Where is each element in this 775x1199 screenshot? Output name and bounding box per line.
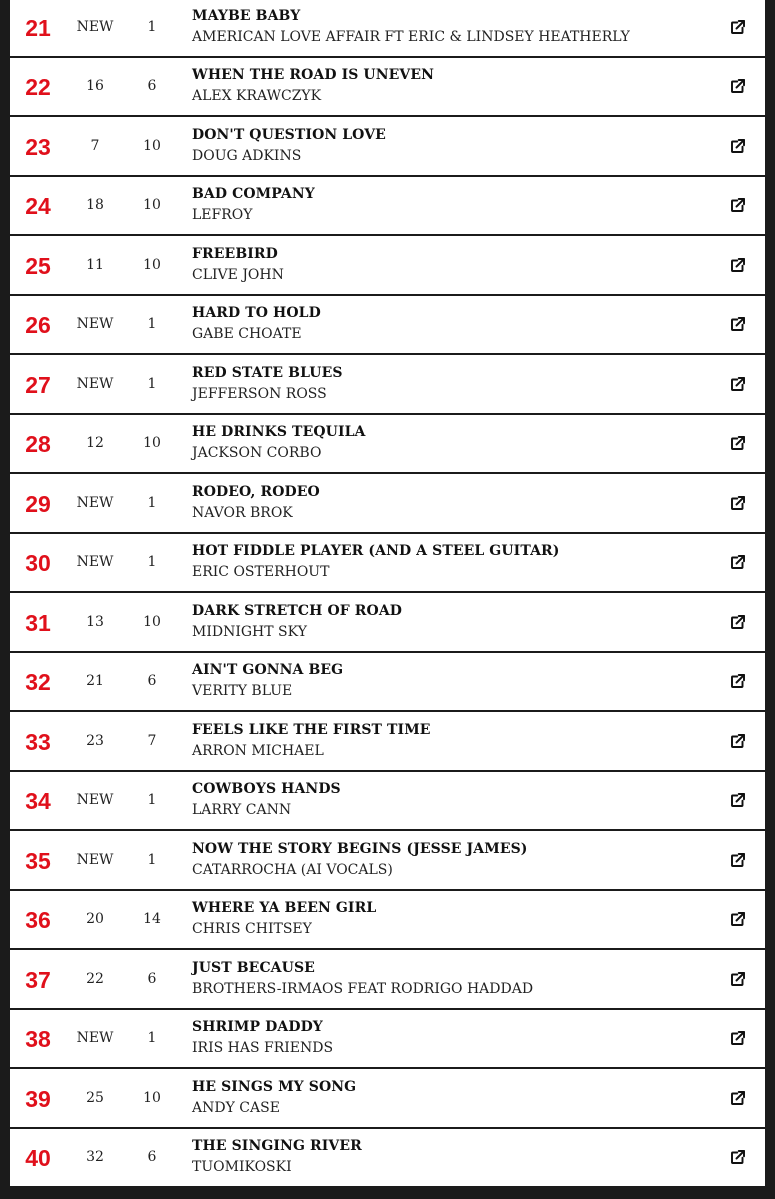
external-link-icon: [729, 970, 747, 988]
external-link-button[interactable]: [729, 553, 747, 571]
weeks-on-chart: 10: [143, 137, 161, 154]
song-title: WHEN THE ROAD IS UNEVEN: [192, 67, 435, 84]
song-title: RED STATE BLUES: [192, 364, 343, 381]
chart-row: [10, 950, 765, 1008]
external-link-button[interactable]: [729, 256, 747, 274]
chart-row: [10, 772, 765, 830]
song-artist: CATARROCHA (AI VOCALS): [192, 861, 393, 878]
last-week-position: NEW: [76, 375, 114, 392]
chart-row: [10, 0, 765, 56]
song-title: WHERE YA BEEN GIRL: [192, 900, 377, 917]
external-link-icon: [729, 732, 747, 750]
song-title: SHRIMP DADDY: [192, 1019, 323, 1036]
weeks-on-chart: 10: [143, 256, 161, 273]
external-link-button[interactable]: [729, 851, 747, 869]
song-title: NOW THE STORY BEGINS (JESSE JAMES): [192, 840, 528, 857]
song-info: [192, 415, 712, 473]
weeks-on-chart: 6: [147, 1149, 157, 1166]
rank-number: 35: [25, 847, 51, 874]
song-info: [192, 1010, 712, 1068]
external-link-button[interactable]: [729, 18, 747, 36]
song-artist: JACKSON CORBO: [192, 445, 322, 462]
song-title: JUST BECAUSE: [192, 959, 315, 976]
weeks-on-chart: 1: [147, 851, 157, 868]
song-info: [192, 296, 712, 354]
weeks-on-chart: 7: [147, 732, 157, 749]
song-title: THE SINGING RIVER: [192, 1138, 362, 1155]
song-artist: ALEX KRAWCZYK: [192, 88, 322, 105]
last-week-position: 18: [86, 197, 104, 214]
external-link-button[interactable]: [729, 613, 747, 631]
song-info: [192, 58, 712, 116]
song-info: [192, 772, 712, 830]
song-title: HARD TO HOLD: [192, 305, 321, 322]
last-week-position: 25: [86, 1089, 104, 1106]
external-link-button[interactable]: [729, 910, 747, 928]
external-link-button[interactable]: [729, 494, 747, 512]
chart-row: [10, 712, 765, 770]
song-artist: DOUG ADKINS: [192, 147, 302, 164]
chart-row: [10, 58, 765, 116]
external-link-button[interactable]: [729, 970, 747, 988]
song-info: [192, 117, 712, 175]
song-info: [192, 177, 712, 235]
chart-row: [10, 117, 765, 175]
external-link-icon: [729, 434, 747, 452]
external-link-button[interactable]: [729, 77, 747, 95]
chart-row: [10, 415, 765, 473]
last-week-position: 16: [86, 78, 104, 95]
external-link-icon: [729, 18, 747, 36]
last-week-position: NEW: [76, 554, 114, 571]
song-info: [192, 534, 712, 592]
weeks-on-chart: 6: [147, 970, 157, 987]
external-link-button[interactable]: [729, 434, 747, 452]
weeks-on-chart: 1: [147, 316, 157, 333]
chart-row: [10, 831, 765, 889]
rank-number: 29: [25, 490, 51, 517]
song-title: RODEO, RODEO: [192, 483, 320, 500]
weeks-on-chart: 1: [147, 792, 157, 809]
song-artist: CHRIS CHITSEY: [192, 921, 312, 938]
song-title: DARK STRETCH OF ROAD: [192, 602, 403, 619]
song-info: [192, 593, 712, 651]
song-info: [192, 236, 712, 294]
song-title: HOT FIDDLE PLAYER (AND A STEEL GUITAR): [192, 543, 560, 560]
song-info: [192, 474, 712, 532]
last-week-position: 7: [90, 137, 100, 154]
weeks-on-chart: 1: [147, 494, 157, 511]
song-artist: MIDNIGHT SKY: [192, 623, 307, 640]
chart-row: [10, 653, 765, 711]
external-link-icon: [729, 137, 747, 155]
rank-number: 38: [25, 1026, 51, 1053]
external-link-button[interactable]: [729, 732, 747, 750]
weeks-on-chart: 10: [143, 1089, 161, 1106]
rank-number: 28: [25, 431, 51, 458]
song-info: [192, 355, 712, 413]
song-title: BAD COMPANY: [192, 186, 315, 203]
weeks-on-chart: 6: [147, 78, 157, 95]
external-link-icon: [729, 1029, 747, 1047]
external-link-button[interactable]: [729, 137, 747, 155]
rank-number: 36: [25, 907, 51, 934]
rank-number: 37: [25, 966, 51, 993]
song-artist: JEFFERSON ROSS: [192, 385, 327, 402]
last-week-position: NEW: [76, 18, 114, 35]
rank-number: 39: [25, 1085, 51, 1112]
chart-row: [10, 1010, 765, 1068]
last-week-position: 22: [86, 970, 104, 987]
song-artist: ANDY CASE: [192, 1099, 280, 1116]
rank-number: 23: [25, 133, 51, 160]
song-title: FREEBIRD: [192, 245, 278, 262]
rank-number: 33: [25, 728, 51, 755]
chart-row: [10, 474, 765, 532]
rank-number: 22: [25, 74, 51, 101]
song-artist: GABE CHOATE: [192, 326, 302, 343]
external-link-icon: [729, 910, 747, 928]
rank-number: 25: [25, 252, 51, 279]
song-artist: CLIVE JOHN: [192, 266, 284, 283]
song-artist: NAVOR BROK: [192, 504, 293, 521]
last-week-position: 11: [86, 256, 104, 273]
weeks-on-chart: 1: [147, 1030, 157, 1047]
external-link-icon: [729, 196, 747, 214]
chart-row: [10, 177, 765, 235]
last-week-position: NEW: [76, 1030, 114, 1047]
chart-row: [10, 534, 765, 592]
song-title: HE DRINKS TEQUILA: [192, 424, 366, 441]
song-artist: LARRY CANN: [192, 802, 292, 819]
chart-list: [10, 0, 765, 1188]
song-info: [192, 0, 712, 56]
external-link-button[interactable]: [729, 1089, 747, 1107]
external-link-icon: [729, 553, 747, 571]
external-link-button[interactable]: [729, 315, 747, 333]
song-title: COWBOYS HANDS: [192, 781, 341, 798]
song-title: MAYBE BABY: [192, 7, 301, 24]
external-link-icon: [729, 315, 747, 333]
song-info: [192, 1069, 712, 1127]
song-artist: BROTHERS-IRMAOS FEAT RODRIGO HADDAD: [192, 980, 534, 997]
rank-number: 24: [25, 193, 51, 220]
rank-number: 40: [25, 1145, 51, 1172]
external-link-icon: [729, 375, 747, 393]
external-link-icon: [729, 851, 747, 869]
external-link-icon: [729, 1089, 747, 1107]
external-link-icon: [729, 791, 747, 809]
chart-row: [10, 593, 765, 651]
external-link-icon: [729, 494, 747, 512]
song-info: [192, 950, 712, 1008]
last-week-position: 21: [86, 673, 104, 690]
weeks-on-chart: 6: [147, 673, 157, 690]
chart-row: [10, 1069, 765, 1127]
last-week-position: NEW: [76, 851, 114, 868]
song-artist: TUOMIKOSKI: [192, 1159, 292, 1176]
song-info: [192, 831, 712, 889]
weeks-on-chart: 1: [147, 375, 157, 392]
rank-number: 34: [25, 788, 51, 815]
last-week-position: NEW: [76, 494, 114, 511]
chart-row: [10, 1129, 765, 1187]
song-title: FEELS LIKE THE FIRST TIME: [192, 721, 431, 738]
rank-number: 27: [25, 371, 51, 398]
chart-row: [10, 355, 765, 413]
external-link-button[interactable]: [729, 196, 747, 214]
chart-row: [10, 236, 765, 294]
chart-row: [10, 891, 765, 949]
external-link-button[interactable]: [729, 1029, 747, 1047]
last-week-position: 12: [86, 435, 104, 452]
external-link-button[interactable]: [729, 791, 747, 809]
weeks-on-chart: 10: [143, 197, 161, 214]
weeks-on-chart: 14: [143, 911, 161, 928]
chart-row: [10, 296, 765, 354]
song-title: HE SINGS MY SONG: [192, 1078, 357, 1095]
rank-number: 31: [25, 609, 51, 636]
last-week-position: NEW: [76, 792, 114, 809]
last-week-position: 23: [86, 732, 104, 749]
external-link-icon: [729, 613, 747, 631]
song-title: AIN'T GONNA BEG: [192, 662, 344, 679]
song-info: [192, 1129, 712, 1187]
song-info: [192, 653, 712, 711]
rank-number: 30: [25, 550, 51, 577]
last-week-position: 13: [86, 613, 104, 630]
external-link-icon: [729, 256, 747, 274]
rank-number: 21: [25, 14, 51, 41]
song-artist: ERIC OSTERHOUT: [192, 564, 330, 581]
last-week-position: NEW: [76, 316, 114, 333]
external-link-icon: [729, 672, 747, 690]
song-info: [192, 712, 712, 770]
song-artist: VERITY BLUE: [192, 683, 293, 700]
external-link-button[interactable]: [729, 672, 747, 690]
weeks-on-chart: 1: [147, 18, 157, 35]
weeks-on-chart: 10: [143, 435, 161, 452]
external-link-button[interactable]: [729, 375, 747, 393]
weeks-on-chart: 10: [143, 613, 161, 630]
song-info: [192, 891, 712, 949]
weeks-on-chart: 1: [147, 554, 157, 571]
song-artist: ARRON MICHAEL: [192, 742, 324, 759]
song-artist: AMERICAN LOVE AFFAIR FT ERIC & LINDSEY HEATHERLY: [192, 28, 630, 45]
song-title: DON'T QUESTION LOVE: [192, 126, 386, 143]
rank-number: 32: [25, 669, 51, 696]
external-link-icon: [729, 77, 747, 95]
rank-number: 26: [25, 312, 51, 339]
song-artist: LEFROY: [192, 207, 253, 224]
last-week-position: 20: [86, 911, 104, 928]
last-week-position: 32: [86, 1149, 104, 1166]
external-link-icon: [729, 1148, 747, 1166]
song-artist: IRIS HAS FRIENDS: [192, 1040, 334, 1057]
external-link-button[interactable]: [729, 1148, 747, 1166]
